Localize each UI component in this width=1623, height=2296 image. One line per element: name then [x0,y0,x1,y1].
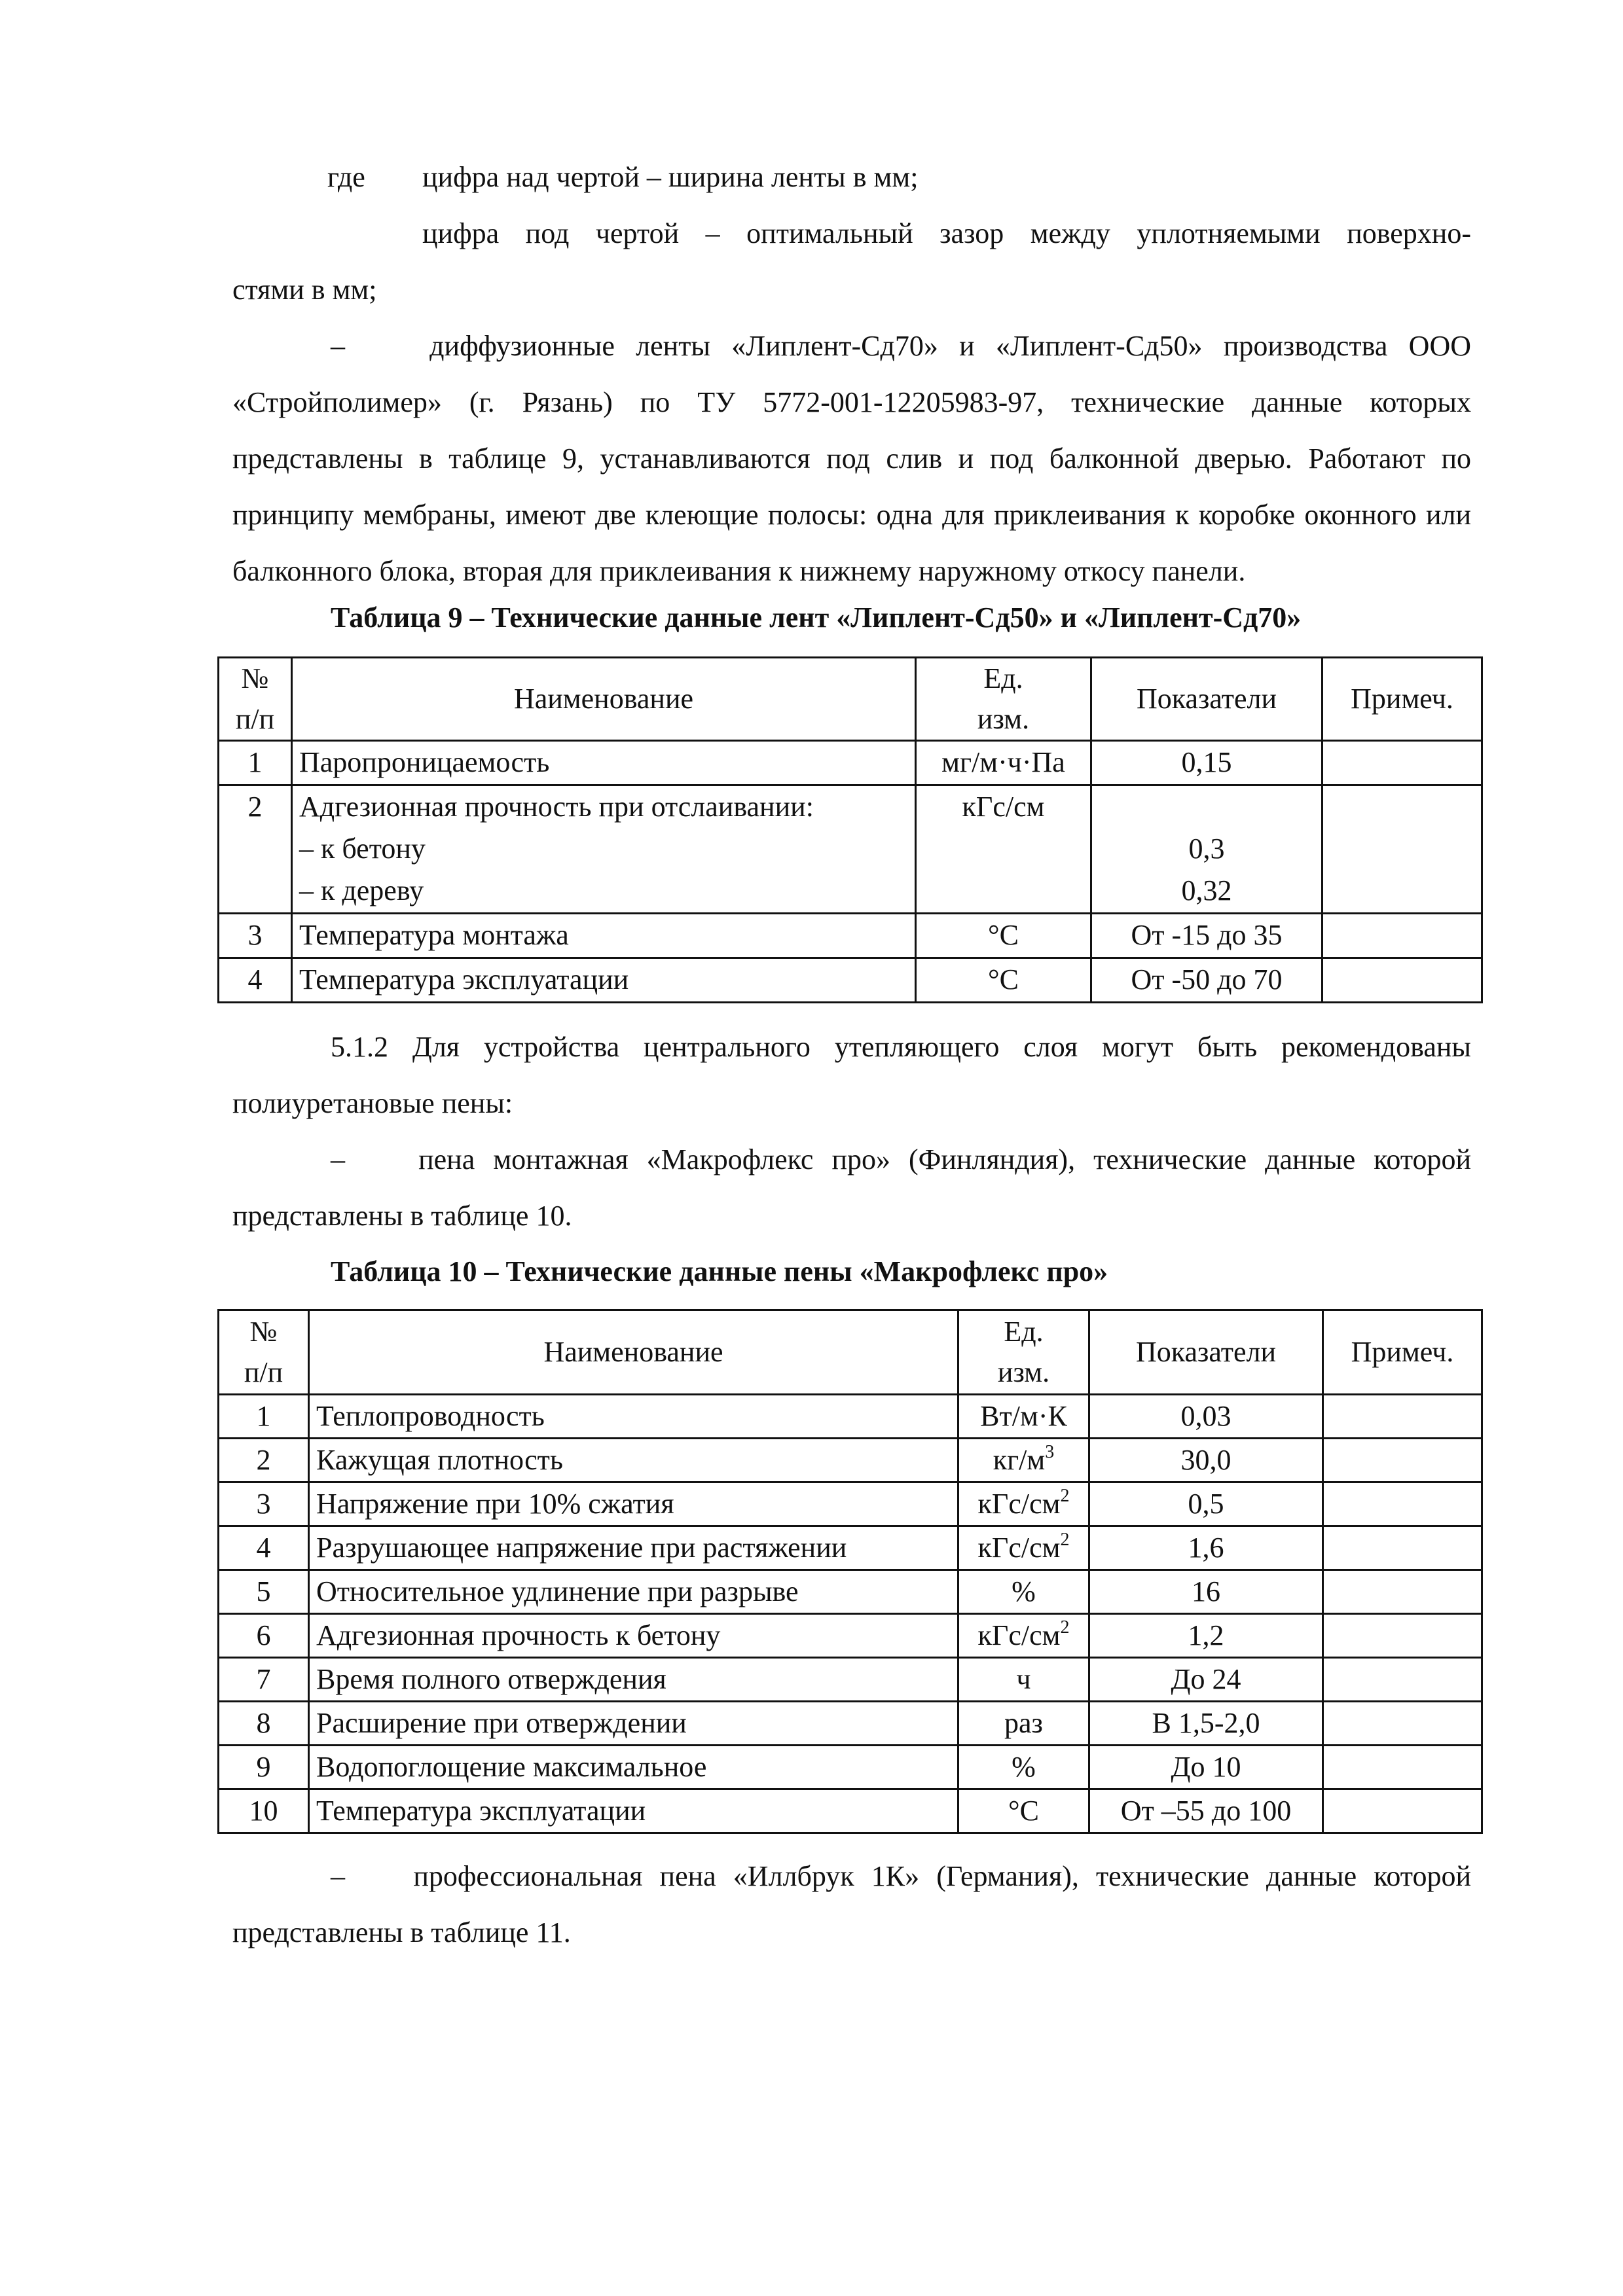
header-name: Наименование [292,658,916,741]
dash-bullet: – [331,1860,345,1892]
header-note: Примеч. [1323,1310,1482,1395]
unit-cell: % [958,1746,1089,1789]
paragraph-illbruk-text: профессиональная пена «Иллбрук 1К» (Германия), технические данные которой представлены в таблице 11. [232,1860,1471,1948]
table-row: 3 Напряжение при 10% сжатия кГс/$см^2$ 0,5 [219,1482,1482,1526]
paragraph-illbruk [232,1848,1471,1961]
paragraph-makroflex [232,1132,1471,1244]
unit-cell: раз [958,1702,1089,1746]
table-10-header-row [219,1310,1482,1395]
unit-cell: % [958,1570,1089,1614]
header-unit: Ед. изм. [958,1310,1089,1395]
table-10-caption: Таблица 10 – Технические данные пены «Макрофлекс про» [331,1255,1108,1287]
table-row: 6 Адгезионная прочность к бетону кГс/$см^2$ 1,2 [219,1614,1482,1658]
unit-cell: Вт/м·К [958,1395,1089,1439]
paragraph-tapes [232,318,1471,600]
where-label: где [327,161,365,193]
table-9-header-row [219,658,1482,741]
unit-cell: °С [958,1789,1089,1833]
table-row: 1 Паропроницаемость мг/м·ч·Па 0,15 [219,741,1482,785]
where-line-1: цифра над чертой – ширина ленты в мм; [422,161,919,193]
table-row: 9 Водопоглощение максимальное % До 10 [219,1746,1482,1789]
dash-bullet: – [331,330,345,362]
table-9-caption: Таблица 9 – Технические данные лент «Липлент-Сд50» и «Липлент-Сд70» [331,601,1302,634]
header-value: Показатели [1091,658,1322,741]
header-note: Примеч. [1322,658,1482,741]
unit-cell: ч [958,1658,1089,1702]
table-row: 2 Кажущая плотность $кг/м^3$ 30,0 [219,1439,1482,1482]
table-9 [217,656,1483,1003]
table-10-body [219,1395,1482,1833]
where-line-2-cont-text: стями в мм; [232,274,377,306]
unit-cell: кГс/$см^2$ [958,1482,1089,1526]
unit-cell: кГс/$см^2$ [958,1526,1089,1570]
table-row: 4 Температура эксплуатации °С От -50 до 70 [219,958,1482,1003]
paragraph-5-1-2: 5.1.2 Для устройства центрального утепляющего слоя могут быть рекомендованы полиуретановые пены: [232,1031,1471,1119]
table-row: 5 Относительное удлинение при разрыве % 16 [219,1570,1482,1614]
header-name: Наименование [309,1310,958,1395]
header-unit: Ед. изм. [916,658,1091,741]
table-row: 7 Время полного отверждения ч До 24 [219,1658,1482,1702]
where-line-2-text: цифра под чертой – оптимальный зазор между уплотняемыми поверхно- [422,217,1471,249]
table-row: 8 Расширение при отверждении раз В 1,5-2,0 [219,1702,1482,1746]
table-10 [217,1309,1483,1834]
unit-cell: кГс/$см^2$ [958,1614,1089,1658]
table-row: 10 Температура эксплуатации °С От –55 до 100 [219,1789,1482,1833]
table-row: 4 Разрушающее напряжение при растяжении кГс/$см^2$ 1,6 [219,1526,1482,1570]
paragraph-makroflex-text: пена монтажная «Макрофлекс про» (Финляндия), технические данные которой представлены в таблице 10. [232,1143,1472,1232]
header-num: № п/п [219,658,292,741]
table-row: 1 Теплопроводность Вт/м·К 0,03 [219,1395,1482,1439]
unit-cell: $кг/м^3$ [958,1439,1089,1482]
header-value: Показатели [1089,1310,1323,1395]
header-num: № п/п [219,1310,309,1395]
dash-bullet: – [331,1143,345,1175]
paragraph-tapes-text: диффузионные ленты «Липлент-Сд70» и «Липлент-Сд50» производства ООО «Стройполимер» (г. Рязань) по ТУ 5772-001-12205983-97, технические данные которых представлены в таблице 9, устанавливаются под слив и под балконной дверью. Работают по принципу мембраны, имеют две клеющие полосы: одна для приклеивания к коробке оконного или балконного блока, вторая для приклеивания к нижнему наружному откосу панели. [232,330,1472,587]
table-row: 3 Температура монтажа °С От -15 до 35 [219,914,1482,958]
table-row: 2 Адгезионная прочность при отслаивании: – к бетону – к дереву кГс/см 0,3 0,32 [219,785,1482,914]
